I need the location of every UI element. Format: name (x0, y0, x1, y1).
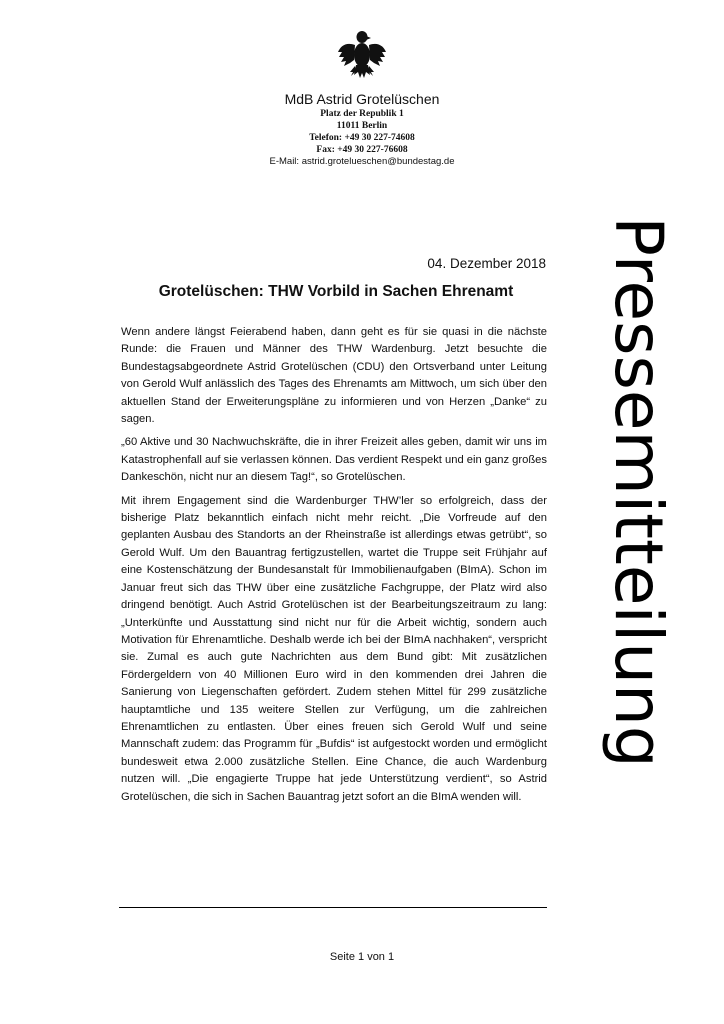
paragraph-main: Mit ihrem Engagement sind die Wardenburger THW’ler so erfolgreich, dass der bisherige Platz bekanntlich einfach nicht mehr reicht. „Die Vorfreude auf den geplanten Ausbau des Standorts an der Rheinstraße ist allerdings etwas getrübt“, so Gerold Wulf. Um den Bauantrag fertigzustellen, wartet die Truppe seit Frühjahr auf eine Kostenschätzung der Bundesanstalt für Immobilienaufgaben (BImA). Schon im Januar freut sich das THW über eine zusätzliche Fachgruppe, der Platz wird also dringend benötigt. Auch Astrid Grotelüschen ist der Bearbeitungszeitraum zu lang: „Unterkünfte und Ausstattung sind nicht nur für die Arbeit wichtig, sondern auch Motivation für Ehrenamtliche. Deshalb werde ich bei der BImA nachhaken“, verspricht sie. Zumal es auch gute Nachrichten aus dem Bund gibt: Mit zusätzlichen Fördergeldern von 40 Millionen Euro wird in den kommenden drei Jahren die Sanierung von Liegenschaften gefördert. Zudem stehen Mittel für 299 zusätzliche hauptamtliche und 135 weitere Stellen zur Verfügung, um die zahlreichen Ehrenamtlichen zu entlasten. Über eines freuen sich Gerold Wulf und seine Mannschaft zudem: das Programm für „Bufdis“ ist aufgestockt worden und ermöglicht bundesweit etwa 2.000 zusätzliche Stellen. Eine Chance, die auch Wardenburg nutzen will. „Die engagierte Truppe hat jede Unterstützung verdient“, so Astrid Grotelüschen, die sich in Sachen Bauantrag jetzt sofort an die BImA wenden will. (121, 494, 547, 803)
footer-divider (119, 907, 547, 908)
mdb-name: MdB Astrid Grotelüschen (284, 91, 440, 107)
release-date: 04. Dezember 2018 (427, 256, 546, 271)
press-release-vertical-title (595, 118, 681, 866)
phone-line: Telefon: +49 30 227-74608 (309, 133, 415, 143)
fax-line: Fax: +49 30 227-76608 (316, 145, 408, 155)
article-body (121, 324, 547, 812)
paragraph-intro: Wenn andere längst Feierabend haben, dann geht es für sie quasi in die nächste Runde: die Frauen und Männer des THW Wardenburg. Jetzt besuchte die Bundestagsabgeordnete Astrid Grotelüschen (CDU) den Ortsverband unter Leitung von Gerold Wulf anlässlich des Tages des Ehrenamts am Mittwoch, um sich über den aktuellen Stand der Erweiterungspläne zu informieren und von Herzen „Danke“ zu sagen. (121, 326, 547, 426)
paragraph-quote: „60 Aktive und 30 Nachwuchskräfte, die in ihrer Freizeit alles geben, damit wir uns im Katastrophenfall auf sie verlassen können. Das verdient Respekt und ein ganz großes Dankeschön, nicht nur an diesem Tag!“, so Grotelüschen. (121, 436, 547, 484)
email-line: E-Mail: astrid.grotelueschen@bundestag.de (269, 156, 455, 167)
address-line: Platz der Republik 1 (320, 109, 404, 119)
federal-eagle-icon (337, 28, 387, 80)
page-number: Seite 1 von 1 (329, 951, 395, 963)
letterhead (200, 91, 524, 168)
city-line: 11011 Berlin (336, 121, 388, 131)
vertical-title-text: Pressemitteilung (600, 216, 677, 768)
headline: Grotelüschen: THW Vorbild in Sachen Ehrenamt (158, 283, 514, 300)
